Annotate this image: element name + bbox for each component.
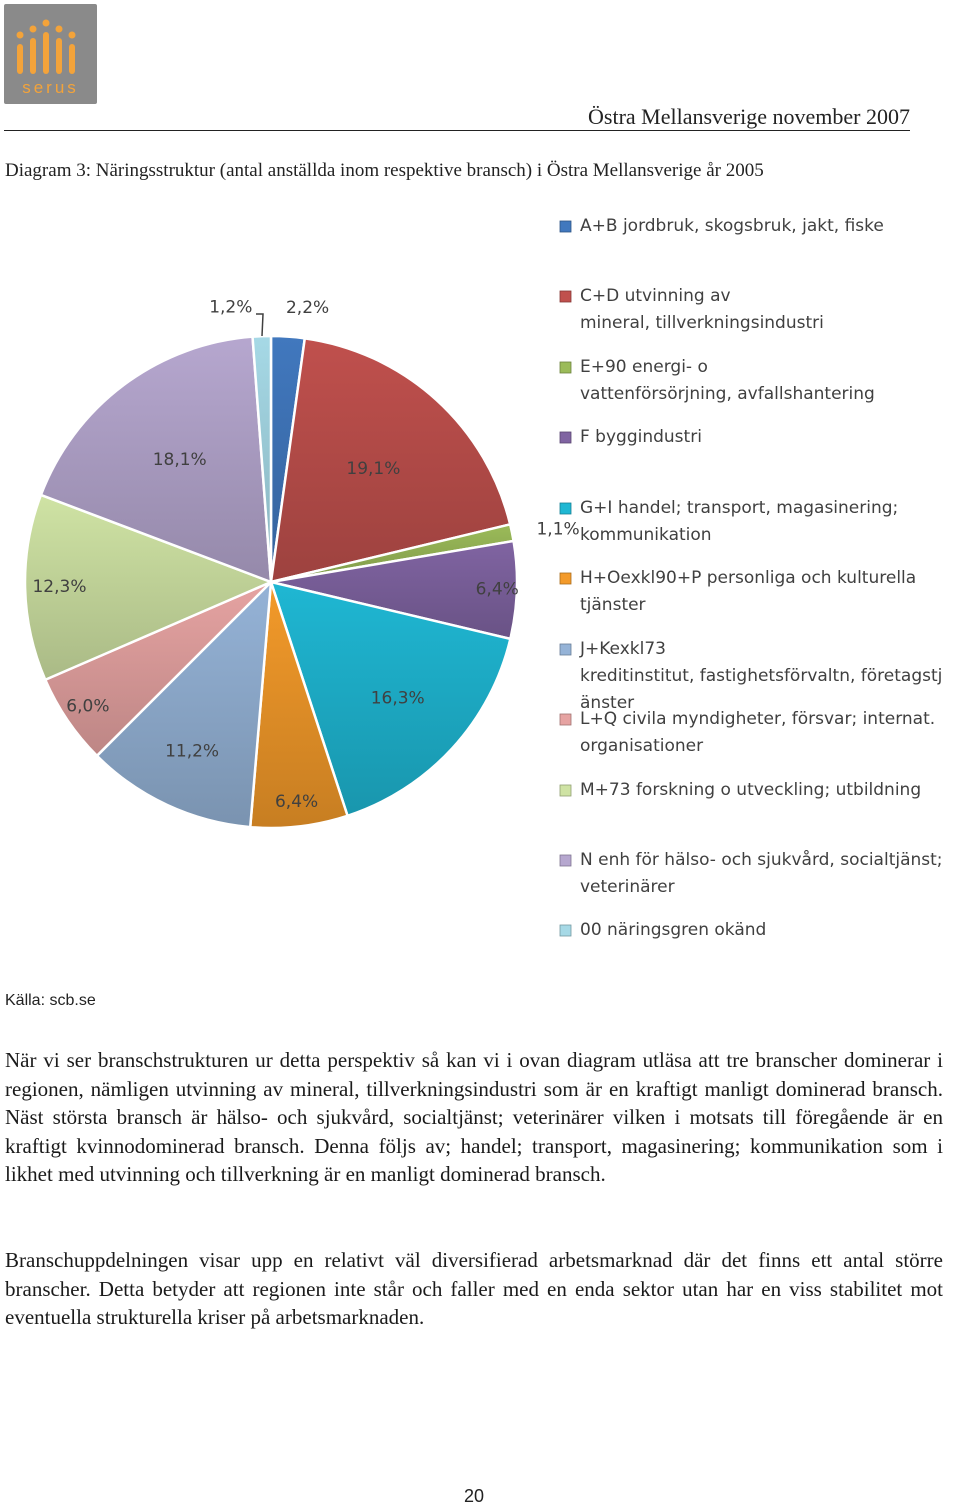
source-note: Källa: scb.se bbox=[5, 992, 96, 1009]
legend-swatch-3 bbox=[560, 362, 571, 373]
diagram-caption: Diagram 3: Näringsstruktur (antal anställda inom respektive bransch) i Östra Mellansverige år 2005 bbox=[5, 160, 764, 181]
data-label-5: 16,3% bbox=[370, 688, 425, 709]
legend-swatch-6 bbox=[560, 573, 571, 584]
legend-label-7: J+Kexkl73 kreditinstitut, fastighetsförvaltn, företagstj änster bbox=[580, 639, 943, 713]
data-label-10: 18,1% bbox=[152, 449, 207, 470]
legend-label-11: 00 näringsgren okänd bbox=[580, 920, 767, 940]
logo-text: serus bbox=[22, 78, 79, 97]
body-paragraph-1: När vi ser branschstrukturen ur detta perspektiv så kan vi i ovan diagram utläsa att tre branscher dominerar i regionen, nämligen utvinning av mineral, tillverkningsindustri som är en kraftigt manligt dominerad bransch. Näst största bransch är hälso- och sjukvård, socialtjänst; veterinärer vilken i motsats till föregående är en kraftigt kvinnodominerad bransch. Denna följs av; handel; transport, magasinering; kommunikation som i likhet med utvinning och tillverkning är en manligt dominerad bransch. bbox=[5, 1048, 943, 1186]
legend-swatch-9 bbox=[560, 785, 571, 796]
legend-swatch-7 bbox=[560, 644, 571, 655]
legend-label-3: E+90 energi- o vattenförsörjning, avfallshantering bbox=[580, 357, 875, 404]
body-paragraph-2: Branschuppdelningen visar upp en relativt väl diversifierad arbetsmarknad där det finns ett antal större branscher. Detta betyder att regionen inte står och faller med en enda sektor utan har en viss stabilitet mot eventuella strukturella kriser på arbetsmarknaden. bbox=[5, 1248, 943, 1329]
data-label-1: 2,2% bbox=[285, 298, 330, 318]
legend-swatch-8 bbox=[560, 714, 571, 725]
legend-swatch-10 bbox=[560, 855, 571, 866]
data-label-8: 6,0% bbox=[66, 696, 110, 717]
header-rule bbox=[4, 130, 910, 131]
legend-label-5: G+I handel; transport, magasinering; kommunikation bbox=[580, 498, 899, 545]
data-label-7: 11,2% bbox=[165, 741, 220, 762]
legend-label-9: M+73 forskning o utveckling; utbildning bbox=[580, 780, 922, 800]
data-label-4: 6,4% bbox=[475, 579, 519, 600]
legend-label-4: F byggindustri bbox=[580, 427, 702, 447]
legend-label-1: A+B jordbruk, skogsbruk, jakt, fiske bbox=[580, 216, 884, 236]
pie-chart bbox=[0, 195, 960, 955]
legend-swatch-1 bbox=[560, 221, 571, 232]
header-region-date: Östra Mellansverige november 2007 bbox=[588, 104, 910, 129]
data-label-3: 1,1% bbox=[536, 519, 580, 540]
data-label-6: 6,4% bbox=[274, 791, 319, 812]
legend-label-6: H+Oexkl90+P personliga och kulturella tjänster bbox=[580, 568, 917, 615]
legend-label-2: C+D utvinning av mineral, tillverkningsindustri bbox=[580, 286, 824, 333]
legend-swatch-11 bbox=[560, 925, 571, 936]
data-label-9: 12,3% bbox=[32, 577, 87, 597]
serus-logo bbox=[4, 4, 97, 104]
legend-label-10: N enh för hälso- och sjukvård, socialtjänst; veterinärer bbox=[580, 850, 943, 897]
legend-swatch-2 bbox=[560, 291, 571, 302]
data-label-2: 19,1% bbox=[346, 459, 401, 479]
legend-label-8: L+Q civila myndigheter, försvar; internat. organisationer bbox=[580, 709, 936, 756]
page-number: 20 bbox=[463, 1486, 485, 1506]
legend-swatch-5 bbox=[560, 503, 571, 514]
legend-swatch-4 bbox=[560, 432, 571, 443]
label-leader-line bbox=[256, 314, 263, 336]
data-label-11: 1,2% bbox=[209, 297, 253, 318]
